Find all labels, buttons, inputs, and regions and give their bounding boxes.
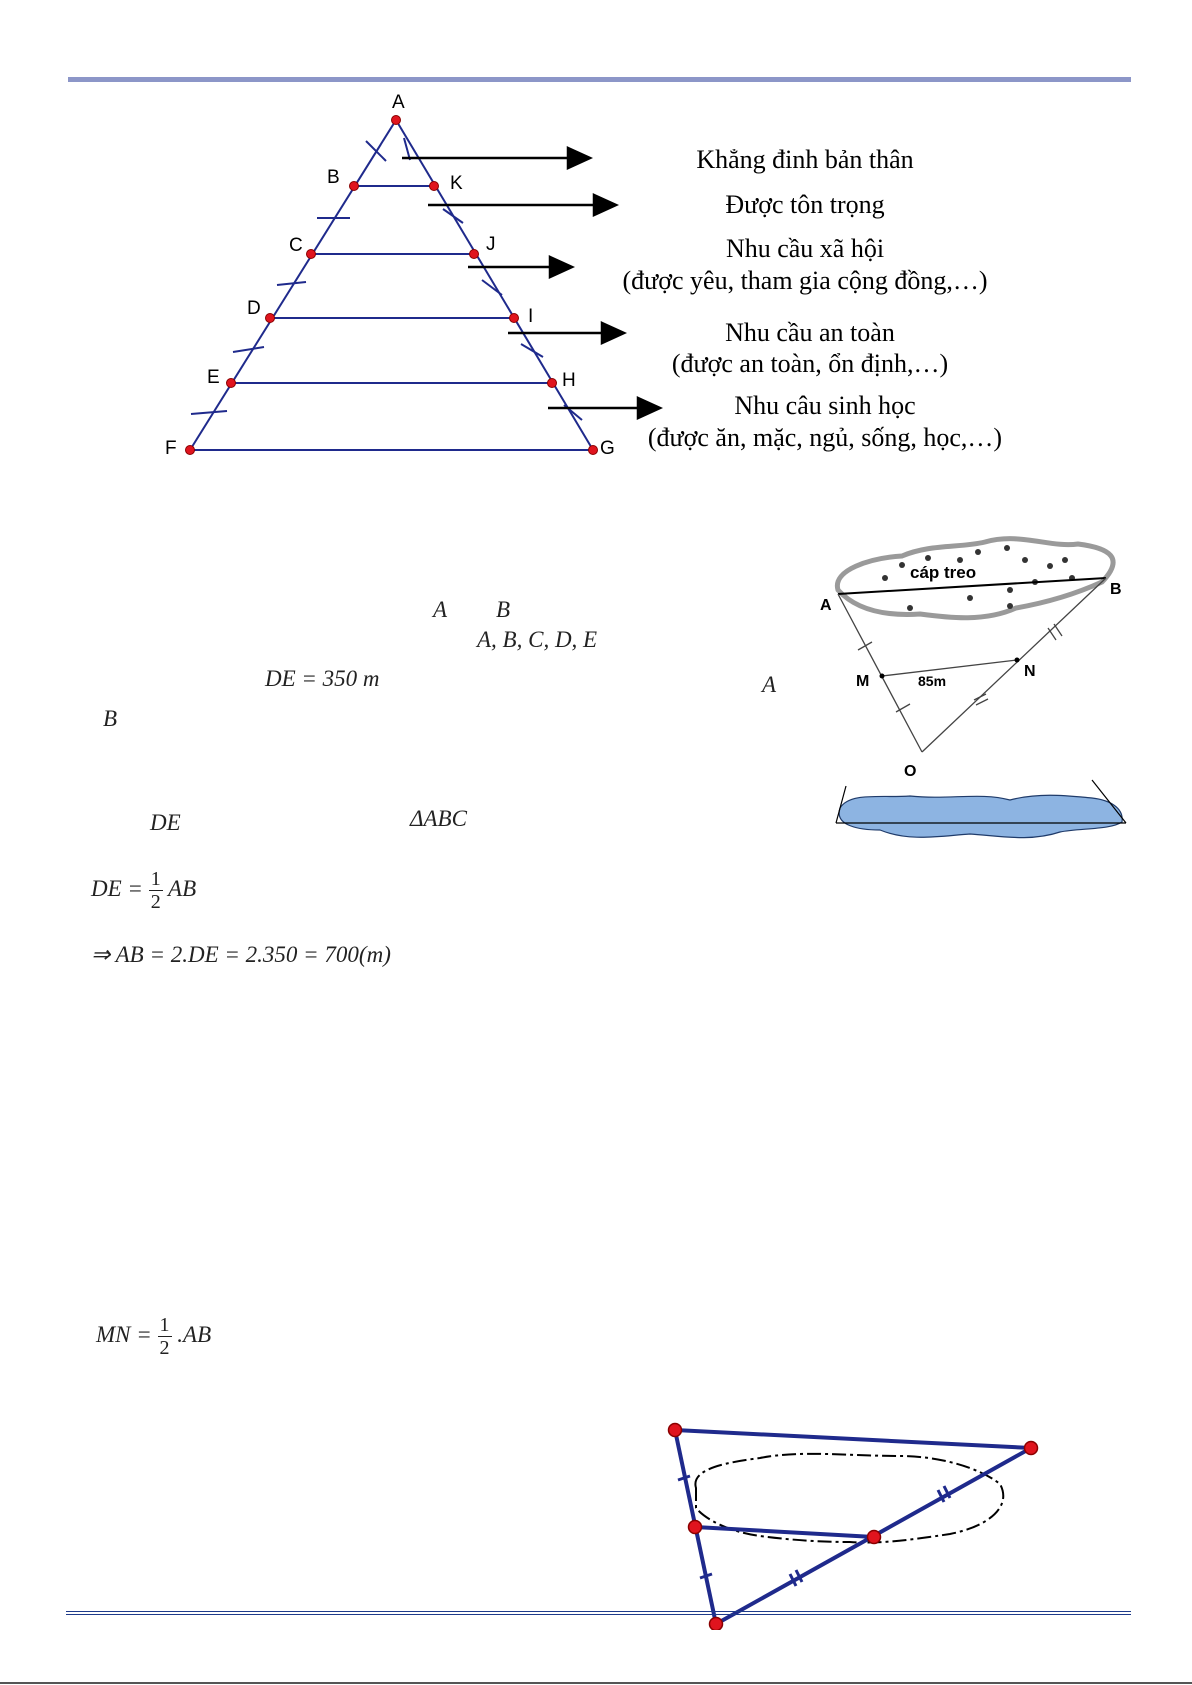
eq-lhs: DE =: [91, 875, 143, 901]
cable-label: cáp treo: [910, 563, 977, 582]
level3-title: Nhu cầu xã hội: [725, 234, 885, 263]
label-d: D: [247, 298, 261, 319]
vertex-bottom: [710, 1618, 723, 1631]
vertex-top-right: [1025, 1442, 1038, 1455]
midpoint-right: [868, 1531, 881, 1544]
eq-rhs: AB: [168, 875, 197, 901]
segment-mn: [882, 660, 1017, 676]
points-list: A, B, C, D, E: [477, 627, 598, 652]
lake-triangle-figure: [650, 1410, 1050, 1630]
midline: [695, 1527, 874, 1537]
mn-length-label: 85m: [918, 673, 947, 689]
fraction-half: $\frac{1}{2}$: [150, 868, 161, 913]
cable-label-b: B: [1110, 581, 1122, 598]
label-g: G: [600, 438, 615, 459]
level5-title: Nhu câu sinh học: [734, 391, 916, 420]
midline-equation: [91, 868, 196, 913]
level4-title: Nhu cầu an toàn: [725, 318, 895, 347]
pyramid-right-side: [396, 120, 593, 450]
mn-eq-rhs: .AB: [177, 1321, 212, 1347]
maslow-pyramid-figure: [0, 0, 1192, 480]
point-e: [227, 379, 236, 388]
side-top: [675, 1430, 1031, 1448]
point-h: [548, 379, 557, 388]
label-j: J: [486, 234, 496, 255]
var-b2: B: [103, 706, 118, 731]
point-a: [392, 116, 401, 125]
level4-detail: (được an toàn, ổn định,…): [671, 349, 949, 378]
var-a: A: [433, 597, 448, 622]
segment-de: DE: [150, 810, 181, 835]
label-k: K: [450, 173, 463, 194]
var-b: B: [496, 597, 511, 622]
label-f: F: [165, 438, 177, 459]
lake-shape: [839, 795, 1122, 837]
mn-eq-lhs: MN =: [96, 1321, 152, 1347]
point-j: [470, 250, 479, 259]
point-g: [589, 446, 598, 455]
label-a: A: [392, 92, 405, 113]
pyramid-left-side: [190, 120, 396, 450]
label-i: I: [528, 306, 534, 327]
level1-text: Khẳng đinh bản thân: [696, 145, 914, 174]
point-c: [307, 250, 316, 259]
mn-fraction-half: $\frac{1}{2}$: [159, 1314, 170, 1359]
point-i: [510, 314, 519, 323]
level5-detail: (được ăn, mặc, ngủ, sống, học,…): [647, 423, 1003, 452]
triangle-abc: ΔABC: [410, 806, 467, 831]
label-c: C: [289, 235, 303, 256]
level3-detail: (được yêu, tham gia cộng đồng,…): [622, 266, 988, 295]
page-bottom-edge: [0, 1682, 1192, 1684]
cable-label-o: O: [904, 763, 917, 780]
level2-text: Được tôn trọng: [725, 190, 885, 219]
cable-car-figure: [810, 530, 1140, 870]
label-b: B: [327, 167, 340, 188]
cable-label-a: A: [820, 597, 832, 614]
midpoint-left: [689, 1521, 702, 1534]
label-e: E: [207, 367, 220, 388]
var-a2: A: [762, 672, 777, 697]
point-d: [266, 314, 275, 323]
footer-rule: [66, 1611, 1131, 1612]
label-h: H: [562, 370, 576, 391]
footer-rule-2: [66, 1614, 1131, 1615]
de-measure: DE = 350 m: [265, 666, 380, 691]
cable-label-m: M: [856, 673, 870, 690]
point-b: [350, 182, 359, 191]
cable-label-n: N: [1024, 663, 1036, 680]
point-k: [430, 182, 439, 191]
point-f: [186, 446, 195, 455]
result-equation: ⇒ AB = 2.DE = 2.350 = 700(m): [91, 942, 391, 967]
vertex-top-left: [669, 1424, 682, 1437]
mn-equation: [96, 1314, 211, 1359]
